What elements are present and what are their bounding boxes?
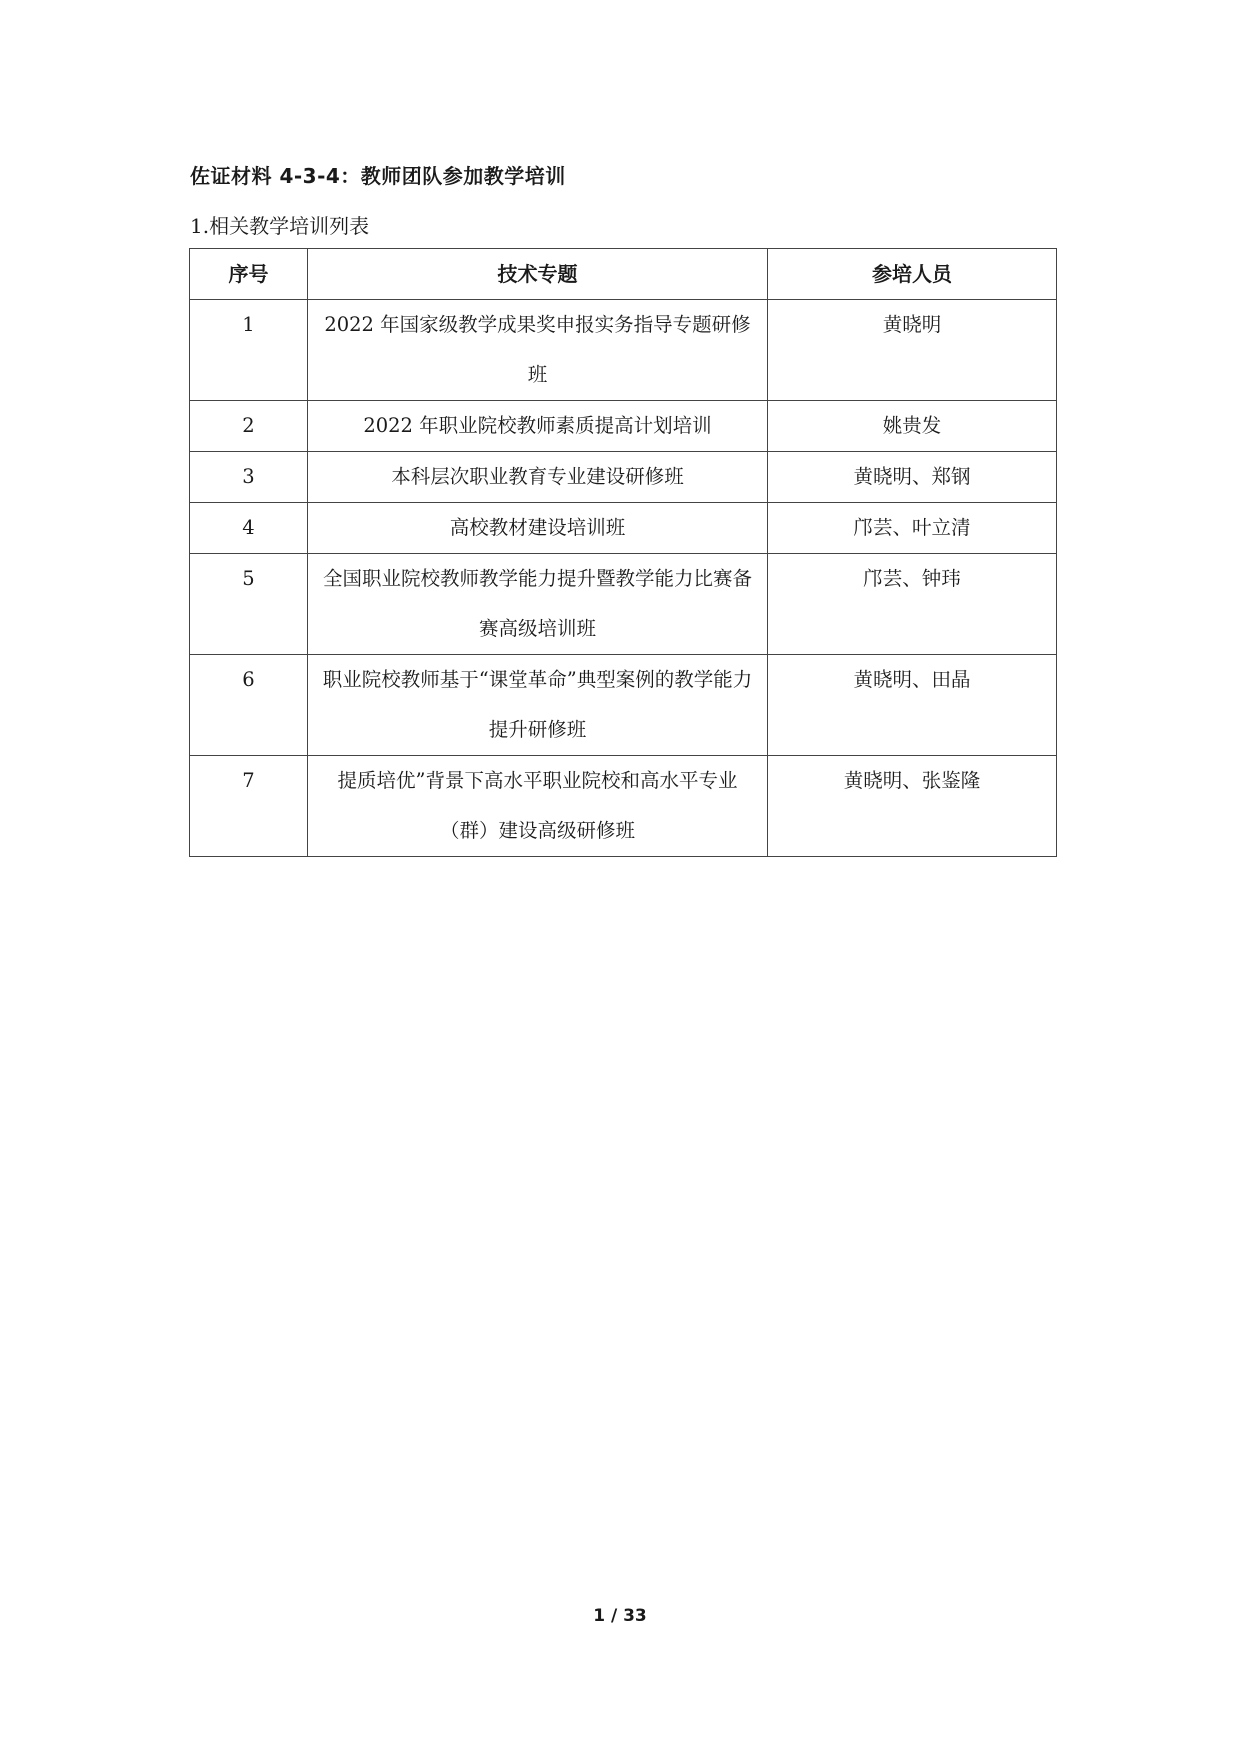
row-participants: 黄晓明、张鉴隆 <box>768 756 1057 857</box>
row-serial-number: 1 <box>190 300 308 401</box>
table-row <box>190 401 1057 452</box>
row-serial-number: 3 <box>190 452 308 503</box>
row-topic: 提质培优”背景下高水平职业院校和高水平专业（群）建设高级研修班 <box>308 756 768 857</box>
row-participants: 黄晓明 <box>768 300 1057 401</box>
section-heading: 1.相关教学培训列表 <box>190 214 370 238</box>
row-topic: 高校教材建设培训班 <box>308 503 768 554</box>
row-participants: 邝芸、钟玮 <box>768 554 1057 655</box>
row-participants: 姚贵发 <box>768 401 1057 452</box>
header-serial-number: 序号 <box>190 249 308 300</box>
training-table <box>189 248 1057 857</box>
table-row <box>190 554 1057 655</box>
table-row <box>190 452 1057 503</box>
row-serial-number: 2 <box>190 401 308 452</box>
table-header-row <box>190 249 1057 300</box>
document-title: 佐证材料 4-3-4：教师团队参加教学培训 <box>190 164 566 188</box>
row-topic: 职业院校教师基于“课堂革命”典型案例的教学能力提升研修班 <box>308 655 768 756</box>
page-number: 1 / 33 <box>593 1606 647 1626</box>
table-row <box>190 503 1057 554</box>
row-participants: 黄晓明、郑钢 <box>768 452 1057 503</box>
row-topic: 2022 年职业院校教师素质提高计划培训 <box>308 401 768 452</box>
table-row <box>190 655 1057 756</box>
row-serial-number: 7 <box>190 756 308 857</box>
header-participants: 参培人员 <box>768 249 1057 300</box>
row-topic: 本科层次职业教育专业建设研修班 <box>308 452 768 503</box>
table-row <box>190 300 1057 401</box>
row-participants: 黄晓明、田晶 <box>768 655 1057 756</box>
row-serial-number: 5 <box>190 554 308 655</box>
row-serial-number: 6 <box>190 655 308 756</box>
table-row <box>190 756 1057 857</box>
header-topic: 技术专题 <box>308 249 768 300</box>
row-participants: 邝芸、叶立清 <box>768 503 1057 554</box>
row-topic: 全国职业院校教师教学能力提升暨教学能力比赛备赛高级培训班 <box>308 554 768 655</box>
row-topic: 2022 年国家级教学成果奖申报实务指导专题研修班 <box>308 300 768 401</box>
row-serial-number: 4 <box>190 503 308 554</box>
